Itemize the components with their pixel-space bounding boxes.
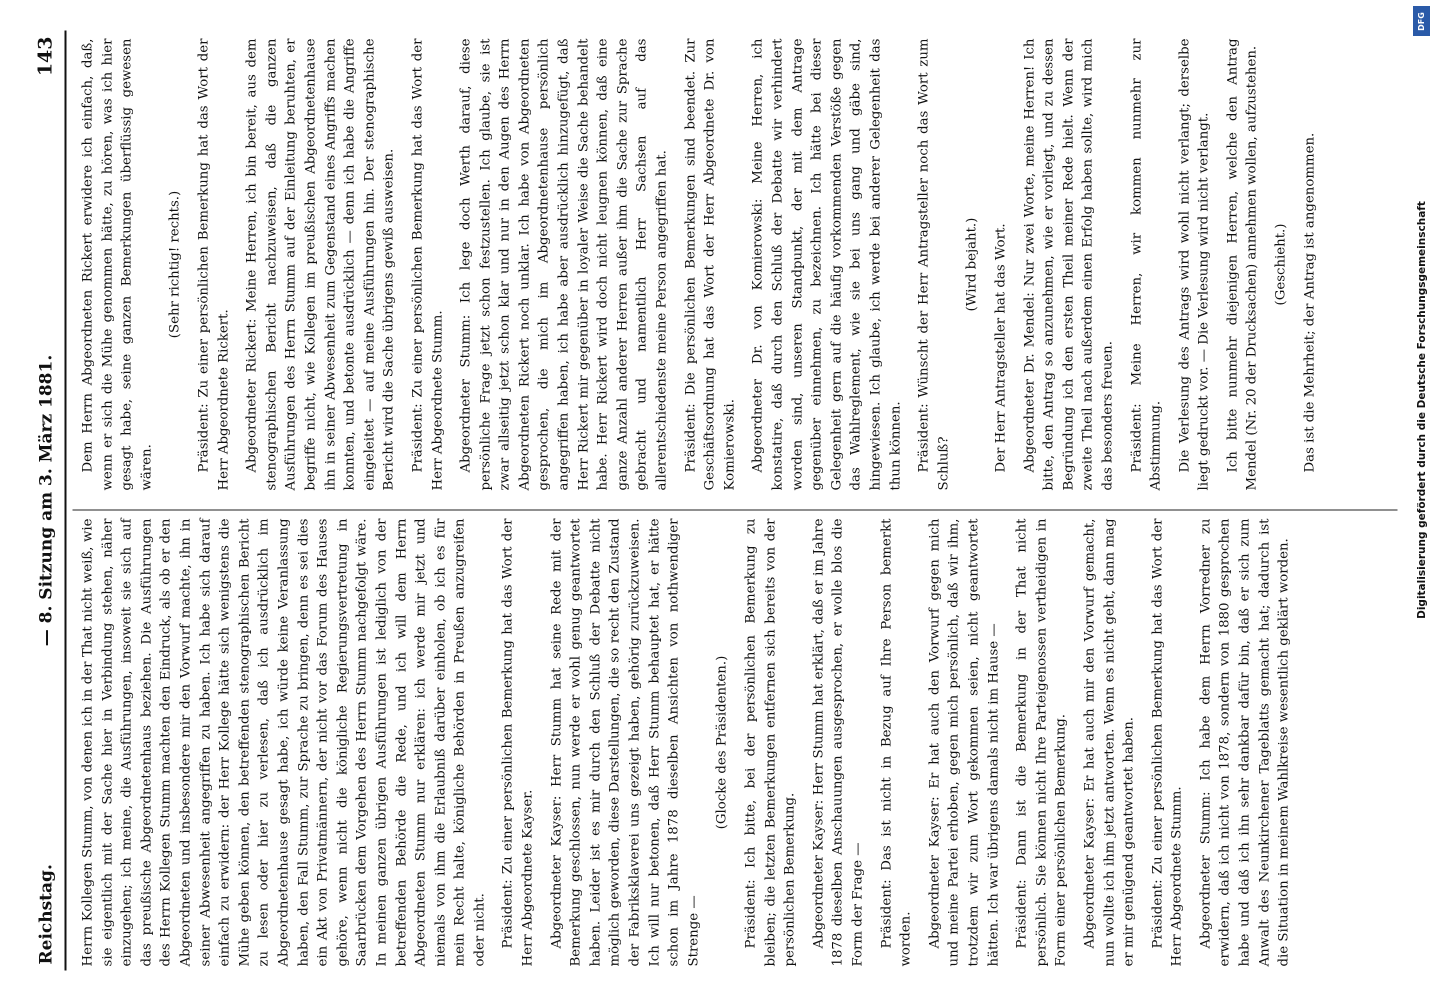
paragraph: Präsident: Dann ist die Bemerkung in der That nicht persönlich. Sie können nicht Ihre Parteigenossen vertheidigen in Form einer persönlichen Bemerkung. [1014, 518, 1069, 967]
paragraph: Abgeordneter Stumm: Ich habe dem Herrn Vorredner zu erwidern, daß ich nicht von 1878, sondern von 1880 gesprochen habe und daß ich ihn sehr dankbar dafür bin, daß er sich zum Anwalt des Neunkirchener Tageblatts gemacht hat; dadurch ist die Situation in meinem Wahlkreise wesentlich geklärt worden. [1198, 518, 1292, 967]
paragraph: Abgeordneter Dr. von Komierowski: Meine Herren, ich konstatire, daß durch den Schluß der Debatte wir verhindert worden sind, unseren Standpunkt, der mit dem Antrage gegenüber einnehmen, zu bezeichnen. Ich hätte bei dieser Gelegenheit gern auf die häufig vorkommenden Verstöße gegen das Wahlreglement, wie sie bei uns gang und gäbe sind, hingewiesen. Ich glaube, ich werde bei anderer Gelegenheit das thun können. [750, 38, 904, 491]
paragraph: Das ist die Mehrheit; der Antrag ist angenommen. [1302, 132, 1318, 473]
paragraph: Der Herr Antragsteller hat das Wort. [993, 223, 1009, 473]
paragraph: Präsident: Zu einer persönlichen Bemerkung hat das Wort der Herr Abgeordnete Stumm. [410, 38, 445, 491]
page-number: 143 [34, 36, 57, 77]
paragraph: Präsident: Das ist nicht in Bezug auf Ihre Person bemerkt worden. [879, 518, 914, 967]
paragraph: Abgeordneter Dr. Mendel: Nur zwei Worte, meine Herren! Ich bitte, den Antrag so anzunehmen, wie er vorliegt, und zu dessen Begründung ich den ersten Theil meiner Rede hielt. Wenn der zweite Theil nach außerdem einen Erfolg haben sollte, wird mich das besonders freuen. [1022, 38, 1116, 491]
document-page [29, 31, 1404, 971]
credit-text: Digitalisierung gefördert durch die Deutsche Forschungsgemeinschaft [1416, 201, 1428, 619]
left-column [79, 519, 1304, 967]
paragraph: Präsident: Zu einer persönlichen Bemerkung hat das Wort der Herr Abgeordnete Stumm. [1150, 518, 1185, 967]
paragraph: Abgeordneter Kayser: Er hat auch den Vorwurf gegen mich und meine Partei erhoben, gegen mich persönlich, daß wir ihm, trotzdem wir zum Wort gekommen seien, nicht geantwortet hätten. Ich war übrigens damals nicht im Hause — [927, 518, 1002, 967]
paragraph: Abgeordneter Kayser: Herr Stumm hat seine Rede mit der Bemerkung geschlossen, nun werde er wohl genug geantwortet haben. Leider ist es mir durch den Schluß der Debatte nicht möglich geworden, diese Darstellungen, die so recht den Zustand der Fabriksklaverei uns gezeigt haben, gehörig zurückzuweisen. Ich will nur betonen, daß Herr Stumm behauptet hat, er hätte schon im Jahre 1878 dieselben Ansichten von nothwendiger Strenge — [549, 518, 702, 967]
paragraph: Präsident: Zu einer persönlichen Bemerkung hat das Wort der Herr Abgeordnete Rickert. [196, 38, 232, 491]
header-center: — 8. Sitzung am 3. März 1881. [36, 354, 57, 647]
paragraph: Abgeordneter Kayser: Er hat auch mir den Vorwurf gemacht, nun wollte ich ihm jetzt antworten. Wenn es nicht geht, dann mag er mir genügend geantwortet haben. [1082, 518, 1137, 967]
paragraph: Ich bitte nunmehr diejenigen Herren, welche den Antrag Mendel (Nr. 20 der Drucksachen) annehmen wollen, aufzustehen. [1225, 38, 1260, 491]
paragraph: Dem Herrn Abgeordneten Rickert erwidere ich einfach, daß, wenn er sich die Mühe genommen hätte, zu hören, was ich hier gesagt habe, seine ganzen Bemerkungen überflüssig gewesen wären. [80, 38, 155, 491]
paragraph-aside: (Geschieht.) [1273, 223, 1289, 306]
header-left: Reichstag. [36, 864, 57, 965]
paragraph: Die Verlesung des Antrags wird wohl nicht verlangt; derselbe liegt gedruckt vor. — Die Verlesung wird nicht verlangt. [1177, 38, 1212, 491]
paragraph: Präsident: Zu einer persönlichen Bemerkung hat das Wort der Herr Abgeordnete Kayser. [500, 518, 536, 967]
right-column [79, 39, 1329, 491]
paragraph-aside: (Glocke des Präsidenten.) [714, 655, 730, 830]
dfg-logo-text: DFG [1417, 11, 1427, 31]
paragraph: Abgeordneter Stumm: Ich lege doch Werth darauf, diese persönliche Frage jetzt schon festzustellen. Ich glaube, sie ist zwar allseitig jetzt schon klar und nur in den Augen des Herrn Abgeordneten Rickert noch unklar. Ich habe von Abgeordneten gesprochen, die mich im Abgeordnetenhause persönlich angegriffen haben, ich habe aber ausdrücklich hinzugefügt, daß Herr Rickert mir gegenüber in loyaler Weise die Sache behandelt habe. Herr Rickert wird doch nicht leugnen können, daß eine ganze Anzahl anderer Herren außer ihm die Sache zur Sprache gebracht und namentlich Herr Sachsen auf das allerentschiedenste meine Person angegriffen hat. [458, 38, 670, 491]
paragraph-aside: (Sehr richtig! rechts.) [167, 190, 183, 339]
paragraph: Herrn Kollegen Stumm, von denen ich in der That nicht weiß, wie sie eigentlich mit der Sache hier in Verbindung stehen, näher einzugehen; ich meine, die Ausführungen, insoweit sie sich auf das preußische Abgeordnetenhaus beziehen. Die Ausführungen des Herrn Kollegen Stumm machten den Eindruck, als ob er den Abgeordneten und insbesondere mir den Vorwurf machte, ihn in seiner Abwesenheit angegriffen zu haben. Ich habe sich darauf einfach zu erwidern: der Herr Kollege hätte sich wenigstens die Mühe geben können, den betreffenden stenographischen Bericht zu lesen oder hier zu verlesen, daß ich ausdrücklich im Abgeordnetenhause gesagt habe, ich würde keine Veranlassung haben, den Fall Stumm, zur Sprache zu bringen, denn es sei dies ein Akt von Privatmännern, der nicht vor das Forum des Hauses gehöre, wenn nicht die königliche Regierungsvertretung in Saarbrücken dem Vorgehen des Herrn Stumm nachgefolgt wäre. In meinen ganzen übrigen Ausführungen ist lediglich von der betreffenden Behörde die Rede, und ich will dem Herrn Abgeordneten Stumm nur erklären: ich werde mir jetzt und niemals von ihm die Erlaubniß darüber einholen, ob ich es für mein Recht halte, königliche Behörden in Preußen anzugreifen oder nicht. [80, 518, 488, 967]
paragraph-aside: (Wird bejaht.) [964, 217, 980, 312]
column-divider [73, 510, 1398, 511]
paragraph: Präsident: Die persönlichen Bemerkungen sind beendet. Zur Geschäftsordnung hat das Wort der Herr Abgeordnete Dr. von Komierowski. [683, 38, 738, 491]
dfg-logo-icon [1413, 6, 1430, 36]
header-rule [65, 31, 67, 971]
paragraph: Abgeordneter Kayser: Herr Stumm hat erklärt, daß er im Jahre 1878 dieselben Anschauungen ausgesprochen, er wolle blos die Form der Frage — [811, 518, 866, 967]
paragraph: Präsident: Meine Herren, wir kommen nunmehr zur Abstimmung. [1129, 38, 1164, 491]
paragraph: Abgeordneter Rickert: Meine Herren, ich bin bereit, aus dem stenographischen Bericht nachzuweisen, daß die ganzen Ausführungen des Herrn Stumm auf der Einleitung beruhten, er begriffe nicht, wie Kollegen im preußischen Abgeordnetenhause ihn in seiner Abwesenheit zum Gegenstand eines Angriffs machen konnten, und betonte ausdrücklich — denn ich habe die Angriffe eingeleitet — auf meine Ausführungen hin. Der stenographische Bericht wird die Sache übrigens gewiß ausweisen. [244, 38, 397, 491]
page-header [29, 31, 65, 971]
paragraph: Präsident: Ich bitte, bei der persönlichen Bemerkung zu bleiben; die letzten Bemerkungen entfernen sich bereits von der persönlichen Bemerkung. [743, 518, 798, 967]
digitization-credit [1412, 0, 1432, 1000]
paragraph: Präsident: Wünscht der Herr Antragsteller noch das Wort zum Schluß? [916, 38, 952, 491]
